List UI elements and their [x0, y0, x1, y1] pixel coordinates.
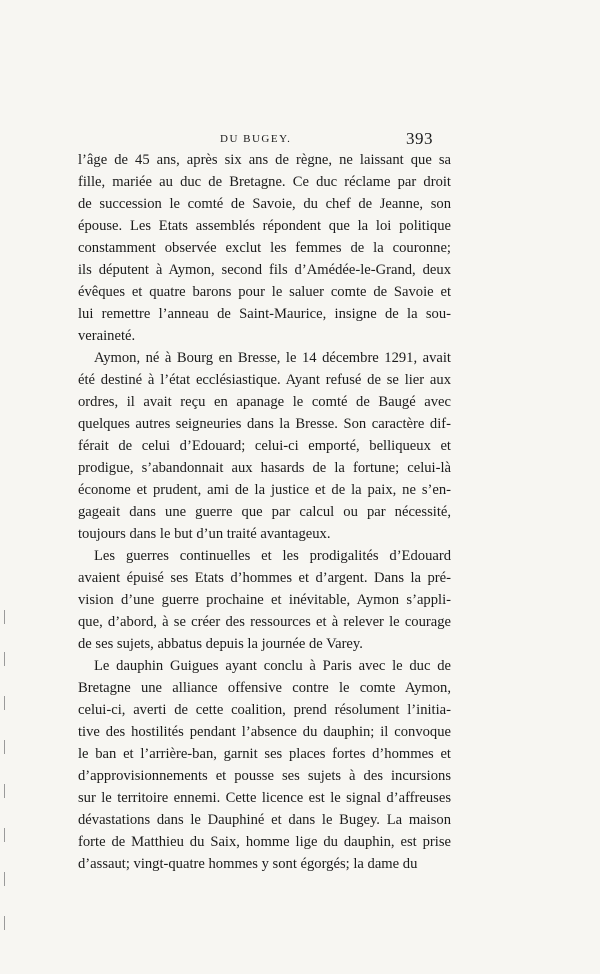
text-line: ils députent à Aymon, second fils d’Amédée-le-Grand, deux — [78, 262, 451, 278]
text-line: tive des hostilités pendant l’absence du dauphin; il convoque — [78, 724, 451, 740]
page-number: 393 — [406, 129, 433, 148]
text-line: de ses sujets, abbatus depuis la journée de Varey. — [78, 636, 363, 652]
text-line: toujours dans le but d’un traité avantageux. — [78, 526, 331, 542]
text-line: férait de celui d’Edouard; celui-ci emporté, belliqueux et — [78, 438, 451, 454]
text-line: fille, mariée au duc de Bretagne. Ce duc réclame par droit — [78, 174, 451, 190]
running-title: DU BUGEY. — [220, 133, 292, 145]
text-line: dévastations dans le Dauphiné et dans le Bugey. La maison — [78, 812, 451, 828]
text-line: Le dauphin Guigues ayant conclu à Paris avec le duc de — [94, 658, 451, 674]
text-line: d’assaut; vingt-quatre hommes y sont égorgés; la dame du — [78, 856, 418, 872]
text-line: quelques autres seigneuries dans la Bresse. Son caractère dif- — [78, 416, 451, 432]
scan-artifact-line — [4, 652, 5, 666]
text-line: que, d’abord, à se créer des ressources et à relever le courage — [78, 614, 451, 630]
text-line: constamment observée exclut les femmes de la couronne; — [78, 240, 451, 256]
paragraph — [78, 545, 451, 655]
text-line: celui-ci, averti de cette coalition, prend résolument l’initia- — [78, 702, 451, 718]
text-line: sur le territoire ennemi. Cette licence est le signal d’affreuses — [78, 790, 451, 806]
text-line: Bretagne une alliance offensive contre le comte Aymon, — [78, 680, 451, 696]
scan-artifact-line — [4, 610, 5, 624]
text-line: gageait dans une guerre que par calcul ou par nécessité, — [78, 504, 451, 520]
scan-artifact-line — [4, 872, 5, 886]
scan-artifact-line — [4, 740, 5, 754]
scan-artifact-line — [4, 696, 5, 710]
text-line: le ban et l’arrière-ban, garnit ses places fortes d’hommes et — [78, 746, 451, 762]
text-line: de succession le comté de Savoie, du chef de Jeanne, son — [78, 196, 451, 212]
scan-artifact-line — [4, 916, 5, 930]
text-line: économe et prudent, ami de la justice et de la paix, ne s’en- — [78, 482, 451, 498]
paragraph — [78, 347, 451, 545]
text-line: évêques et quatre barons pour le saluer comte de Savoie et — [78, 284, 451, 300]
text-line: forte de Matthieu du Saix, homme lige du dauphin, est prise — [78, 834, 451, 850]
body-text — [78, 149, 451, 875]
text-line: d’approvisionnements et pousse ses sujets à des incursions — [78, 768, 451, 784]
text-line: ordres, il avait reçu en apanage le comté de Baugé avec — [78, 394, 451, 410]
text-line: Aymon, né à Bourg en Bresse, le 14 décembre 1291, avait — [94, 350, 451, 366]
text-line: Les guerres continuelles et les prodigalités d’Edouard — [94, 548, 451, 564]
scan-artifact-line — [4, 828, 5, 842]
text-line: épouse. Les Etats assemblés répondent que la loi politique — [78, 218, 451, 234]
scan-margin-marks — [4, 610, 7, 940]
text-line: avaient épuisé ses Etats d’hommes et d’argent. Dans la pré- — [78, 570, 451, 586]
text-line: l’âge de 45 ans, après six ans de règne, ne laissant que sa — [78, 152, 451, 168]
paragraph — [78, 655, 451, 875]
text-line: vision d’une guerre prochaine et inévitable, Aymon s’appli- — [78, 592, 451, 608]
text-line: veraineté. — [78, 328, 136, 344]
text-line: lui remettre l’anneau de Saint-Maurice, insigne de la sou- — [78, 306, 451, 322]
text-line: été destiné à l’état ecclésiastique. Ayant refusé de se lier aux — [78, 372, 451, 388]
scan-artifact-line — [4, 784, 5, 798]
paragraph — [78, 149, 451, 347]
text-line: prodigue, s’abandonnait aux hasards de la fortune; celui-là — [78, 460, 451, 476]
